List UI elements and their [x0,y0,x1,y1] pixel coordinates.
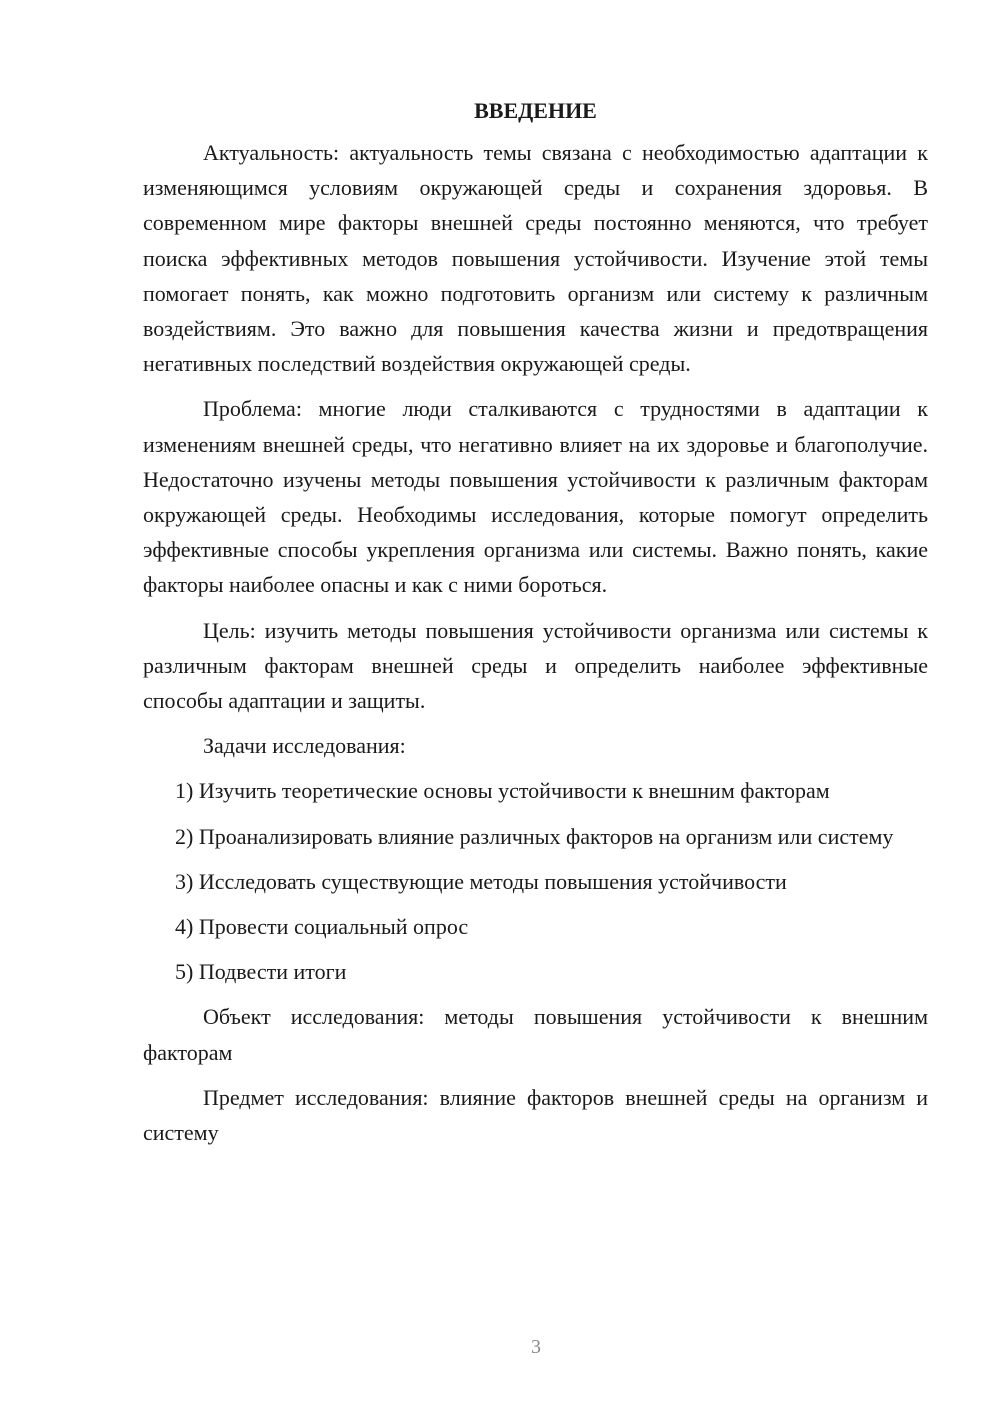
paragraph-tasks-heading: Задачи исследования: [203,733,406,759]
task-item-2: 2) Проанализировать влияние различных факторов на организм или систему [175,823,894,849]
section-title: ВВЕДЕНИЕ [474,98,597,123]
document-body [143,93,928,1160]
paragraph-relevance: Актуальность: актуальность темы связана с необходимостью адаптации к изменяющимся условиям окружающей среды и сохранения здоровья. В современном мире факторы внешней среды постоянно меняются, что требует поиска эффективных методов повышения устойчивости. Изучение этой темы помогает понять, как можно подготовить организм или систему к различным воздействиям. Это важно для повышения качества жизни и предотвращения негативных последствий воздействия окружающей среды. [143,140,928,377]
task-item-4: 4) Провести социальный опрос [175,914,469,940]
paragraph-problem: Проблема: многие люди сталкиваются с трудностями в адаптации к изменениям внешней среды, что негативно влияет на их здоровье и благополучие. Недостаточно изучены методы повышения устойчивости к различным факторам окружающей среды. Необходимы исследования, которые помогут определить эффективные способы укрепления организма или системы. Важно понять, какие факторы наиболее опасны и как с ними бороться. [143,396,928,598]
task-item-3: 3) Исследовать существующие методы повышения устойчивости [175,868,787,894]
paragraph-subject: Предмет исследования: влияние факторов внешней среды на организм и систему [143,1084,928,1146]
task-item-5: 5) Подвести итоги [175,959,347,985]
paragraph-goal: Цель: изучить методы повышения устойчивости организма или системы к различным факторам внешней среды и определить наиболее эффективные способы адаптации и защиты. [143,617,928,714]
page-number: 3 [531,1336,541,1358]
paragraph-object: Объект исследования: методы повышения устойчивости к внешним факторам [143,1004,928,1065]
task-item-1: 1) Изучить теоретические основы устойчивости к внешним факторам [175,778,830,804]
